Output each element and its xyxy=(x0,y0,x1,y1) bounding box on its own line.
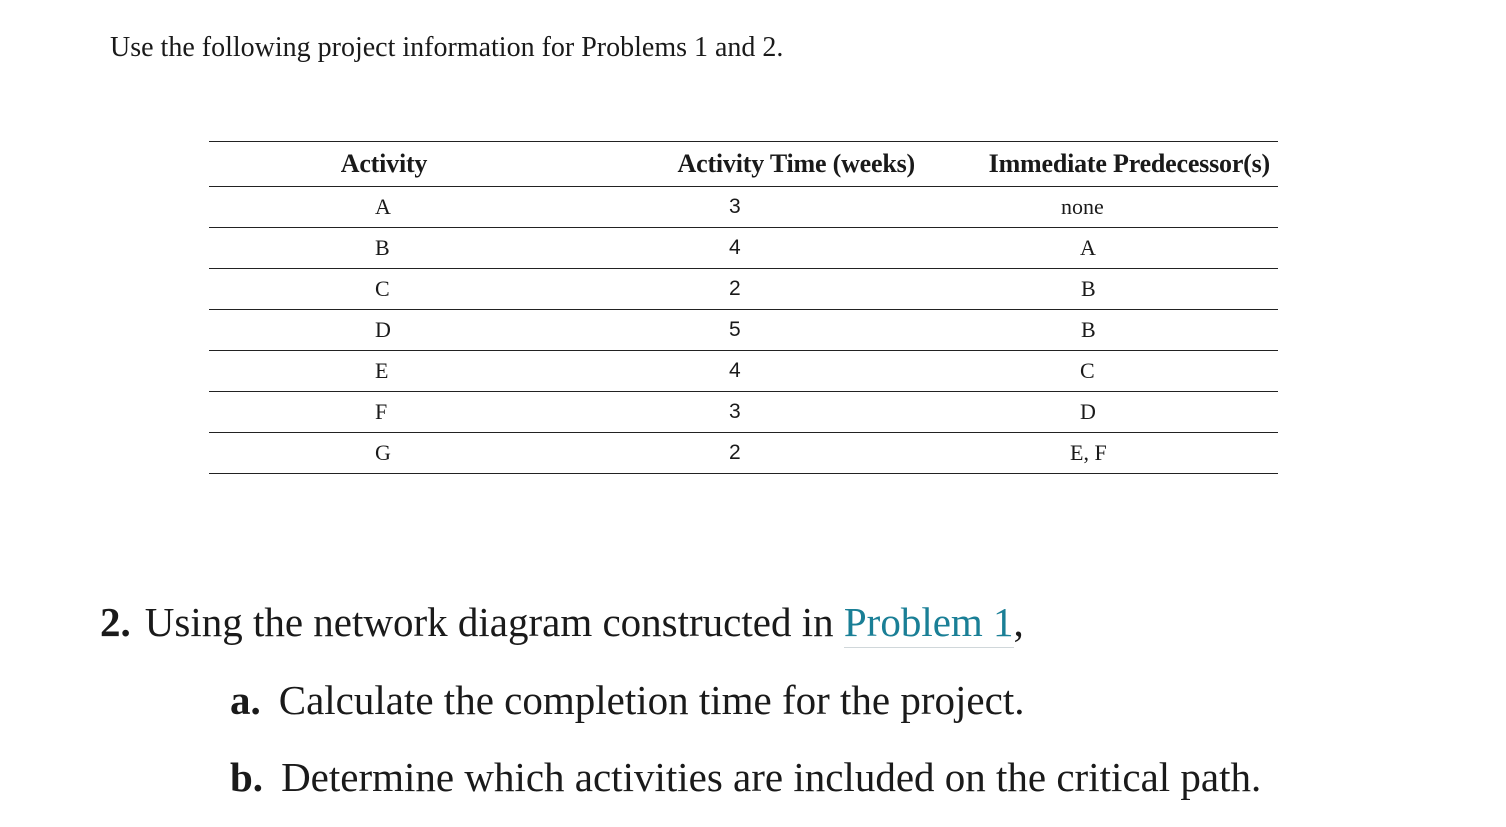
cell-predecessor: A xyxy=(1080,235,1096,260)
intro-text: Use the following project information for Problems 1 and 2. xyxy=(110,32,784,63)
problem-number: 2. xyxy=(100,599,131,645)
cell-predecessor: C xyxy=(1080,358,1095,383)
project-activity-table xyxy=(209,141,1278,474)
problem-2-prompt xyxy=(100,598,1024,646)
cell-time: 3 xyxy=(729,400,741,423)
cell-activity: F xyxy=(375,399,388,424)
header-immediate-predecessors: Immediate Predecessor(s) xyxy=(988,149,1270,178)
cell-activity: B xyxy=(375,235,390,260)
cell-activity: D xyxy=(375,317,391,342)
table-row xyxy=(209,310,1278,351)
cell-time: 3 xyxy=(729,195,741,218)
problem-part-b xyxy=(230,753,1261,801)
table-header-row xyxy=(209,142,1278,187)
part-b-letter: b. xyxy=(230,754,264,800)
cell-time: 2 xyxy=(729,441,741,464)
table-row xyxy=(209,228,1278,269)
table-row xyxy=(209,269,1278,310)
cell-predecessor: B xyxy=(1081,317,1096,342)
cell-activity: A xyxy=(375,194,391,219)
table-row xyxy=(209,351,1278,392)
table-row xyxy=(209,187,1278,228)
cell-time: 4 xyxy=(729,359,741,382)
problem-1-link[interactable]: Problem 1 xyxy=(844,599,1014,648)
cell-time: 5 xyxy=(729,318,741,341)
table-row xyxy=(209,433,1278,474)
table-row xyxy=(209,392,1278,433)
cell-predecessor: B xyxy=(1081,276,1096,301)
cell-activity: E xyxy=(375,358,389,383)
header-activity-time: Activity Time (weeks) xyxy=(677,149,915,178)
part-a-text: Calculate the completion time for the project. xyxy=(278,677,1025,723)
part-b-text: Determine which activities are included on the critical path. xyxy=(281,754,1262,800)
cell-time: 4 xyxy=(729,236,741,259)
problem-part-a xyxy=(230,676,1024,724)
cell-activity: G xyxy=(375,440,391,465)
cell-predecessor: D xyxy=(1080,399,1096,424)
cell-time: 2 xyxy=(729,277,741,300)
problem-text-after: , xyxy=(1013,599,1024,645)
part-a-letter: a. xyxy=(230,677,261,723)
project-table-container xyxy=(209,141,1278,474)
cell-predecessor: none xyxy=(1061,194,1104,219)
cell-predecessor: E, F xyxy=(1070,440,1107,465)
cell-activity: C xyxy=(375,276,390,301)
header-activity: Activity xyxy=(340,149,428,178)
problem-text-before: Using the network diagram constructed in xyxy=(144,599,844,645)
